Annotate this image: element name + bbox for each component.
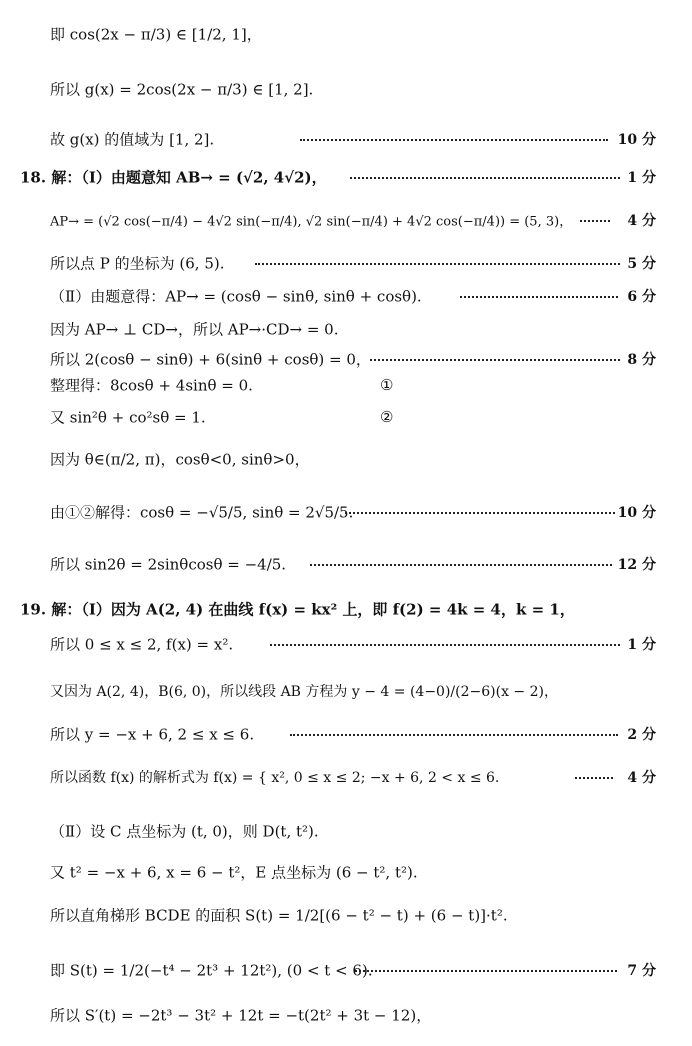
solution-line: 故 g(x) 的值域为 [1, 2]. 10 分 — [50, 130, 656, 149]
dotted-leader — [300, 137, 608, 141]
solution-line: 所以直角梯形 BCDE 的面积 S(t) = 1/2[(6 − t² − t) + (6 − t)]·t². — [50, 906, 508, 925]
solution-line: 因为 θ∈(π/2, π)，cosθ<0, sinθ>0， — [50, 450, 310, 469]
solution-line: 所以函数 f(x) 的解析式为 f(x) = { x², 0 ≤ x ≤ 2; −x + 6, 2 < x ≤ 6. 4 分 — [0, 760, 692, 794]
dotted-leader — [290, 732, 618, 736]
solution-line: 又因为 A(2, 4)，B(6, 0)，所以线段 AB 方程为 y − 4 = (4−0)/(2−6)(x − 2)， — [50, 684, 558, 700]
dotted-leader — [370, 357, 620, 361]
solution-line: 所以 sin2θ = 2sinθcosθ = −4/5. 12 分 — [50, 555, 656, 574]
solution-line: 又 sin²θ + co²sθ = 1. ② — [50, 408, 394, 427]
dotted-leader — [270, 642, 620, 646]
solution-line: 即 S(t) = 1/2(−t⁴ − 2t³ + 12t²), (0 < t < 6). 7 分 — [50, 961, 656, 980]
score-label: 4 分 — [627, 213, 656, 229]
solution-line: 所以 2(cosθ − sinθ) + 6(sinθ + cosθ) = 0， 8 分 — [50, 350, 656, 369]
score-label: 12 分 — [617, 557, 656, 573]
dotted-leader — [575, 775, 613, 779]
score-label: 10 分 — [617, 505, 656, 521]
equation-marker: ② — [380, 408, 394, 426]
score-label: 2 分 — [627, 727, 656, 743]
dotted-leader — [460, 294, 618, 298]
score-label: 8 分 — [627, 352, 656, 368]
dotted-leader — [580, 218, 610, 222]
solution-line: 所以点 P 的坐标为 (6, 5). 5 分 — [50, 254, 656, 273]
score-label: 6 分 — [627, 289, 656, 305]
solution-line: 即 cos(2x − π/3) ∈ [1/2, 1]， — [50, 25, 262, 44]
solution-line: 18. 解：（Ⅰ）由题意知 AB→ = (√2, 4√2)， 1 分 — [20, 168, 656, 187]
score-label: 4 分 — [627, 770, 656, 786]
solution-line: （Ⅱ）设 C 点坐标为 (t, 0)，则 D(t, t²). — [50, 822, 319, 841]
score-label: 1 分 — [627, 637, 656, 653]
dotted-leader — [350, 175, 620, 179]
score-label: 5 分 — [627, 256, 656, 272]
dotted-leader — [355, 968, 617, 972]
solution-line: 所以 y = −x + 6, 2 ≤ x ≤ 6. 2 分 — [50, 725, 656, 744]
equation-marker: ① — [380, 376, 394, 394]
dotted-leader — [255, 261, 620, 265]
solution-line: 所以 g(x) = 2cos(2x − π/3) ∈ [1, 2]. — [50, 80, 314, 99]
solution-line: 19. 解：（Ⅰ）因为 A(2, 4) 在曲线 f(x) = kx² 上，即 f(2) = 4k = 4，k = 1， — [20, 600, 575, 619]
score-label: 7 分 — [627, 963, 656, 979]
solution-line: 又 t² = −x + 6, x = 6 − t²，E 点坐标为 (6 − t², t²). — [50, 863, 418, 882]
score-label: 1 分 — [627, 170, 656, 186]
solution-line: 因为 AP→ ⊥ CD→，所以 AP→·CD→ = 0. — [50, 320, 339, 339]
dotted-leader — [310, 562, 612, 566]
score-label: 10 分 — [617, 132, 656, 148]
solution-line: 由①②解得：cosθ = −√5/5, sinθ = 2√5/5. 10 分 — [50, 503, 656, 522]
solution-line: 所以 0 ≤ x ≤ 2, f(x) = x². 1 分 — [50, 635, 656, 654]
solution-line: （Ⅱ）由题意得：AP→ = (cosθ − sinθ, sinθ + cosθ). 6 分 — [50, 287, 656, 306]
solution-line: AP→ = (√2 cos(−π/4) − 4√2 sin(−π/4), √2 sin(−π/4) + 4√2 cos(−π/4)) = (5, 3)， 4 分 — [0, 203, 692, 237]
solution-line: 所以 S′(t) = −2t³ − 3t² + 12t = −t(2t² + 3t − 12)， — [50, 1006, 432, 1025]
solution-line: 整理得：8cosθ + 4sinθ = 0. ① — [50, 376, 394, 395]
dotted-leader — [345, 510, 615, 514]
